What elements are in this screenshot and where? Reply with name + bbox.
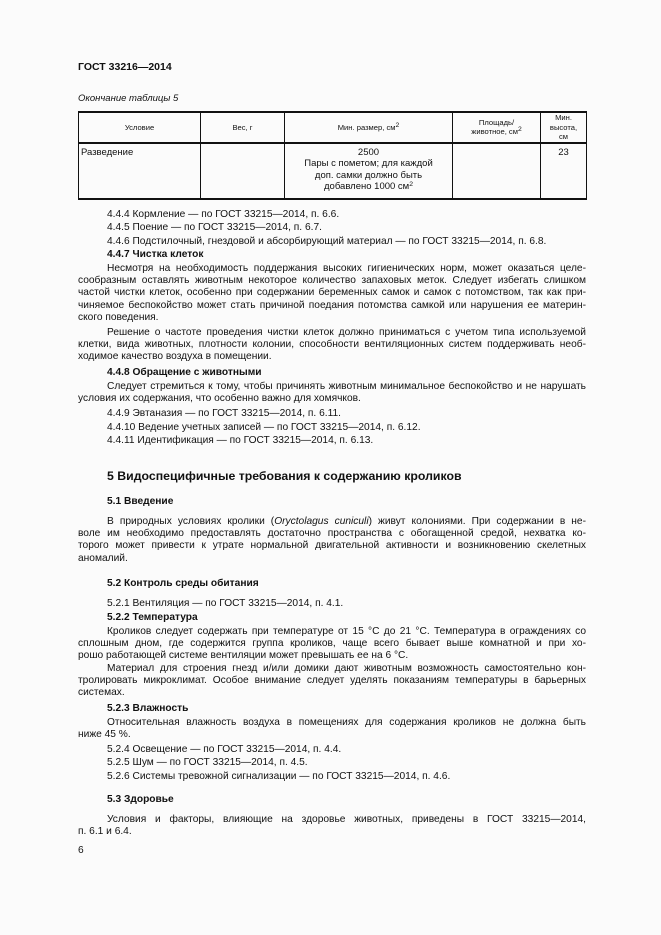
line: Кроликов следует содержать при температуре от 15 °С до 21 °С. Температура в ограждениях со	[107, 626, 586, 637]
clause-5-2-2-paragraph-2	[78, 663, 586, 700]
line: Решение о частоте проведения чистки клеток должно приниматься с учетом типа используемой	[107, 327, 586, 338]
clause-5-2-2-title: 5.2.2 Температура	[107, 612, 198, 623]
clause-5-2-6: 5.2.6 Системы тревожной сигнализации — по ГОСТ 33215—2014, п. 4.6.	[107, 771, 451, 782]
cell-condition: Разведение	[79, 143, 201, 199]
clause-5-2-4: 5.2.4 Освещение — по ГОСТ 33215—2014, п. 4.4.	[107, 744, 342, 755]
line: рошо работающей системе вентиляции может превышать ее на 6 °С.	[78, 650, 409, 662]
line: Несмотря на необходимость поддержания высоких гигиенических норм, может оказаться целе-	[107, 263, 586, 274]
clause-4-4-9: 4.4.9 Эвтаназия — по ГОСТ 33215—2014, п. 6.11.	[107, 408, 341, 419]
table-header-row	[79, 112, 587, 143]
clause-5-2-1: 5.2.1 Вентиляция — по ГОСТ 33215—2014, п. 4.1.	[107, 598, 344, 609]
clause-5-2-title: 5.2 Контроль среды обитания	[107, 578, 259, 589]
clause-4-4-4: 4.4.4 Кормление — по ГОСТ 33215—2014, п. 6.6.	[107, 209, 340, 220]
clause-5-2-3-title: 5.2.3 Влажность	[107, 703, 189, 714]
line: В природных условиях кролики (Oryctolagus cuniculi) живут колониями. При содержании в не-	[107, 516, 586, 527]
cell-min-size-note-2: доп. самки должно быть	[314, 169, 423, 181]
line: чиняемое беспокойство может стать причиной поедания потомства самкой или нарушения ее материн-	[78, 299, 586, 311]
line: сплошным дном, где содержится группа кроликов, чаще всего бывает выше комнатной и при хо-	[78, 638, 586, 650]
line: условия их содержания, что особенно важно для хомячков.	[78, 393, 361, 405]
col-header-min-height: Мин. высота, см	[541, 112, 587, 143]
clause-4-4-7-paragraph-1	[78, 263, 586, 324]
section-5-title: 5 Видоспецифичные требования к содержанию кроликов	[107, 469, 462, 483]
line: клетки, вида животных, плотности колонии, способности вентиляционных систем поддерживать необ-	[78, 339, 586, 351]
cell-area	[453, 143, 541, 199]
clause-5-1-title: 5.1 Введение	[107, 496, 174, 507]
line: частой чистки клеток, особенно при содержании беременных самок и самок с потомством, так как при-	[78, 287, 586, 299]
clause-4-4-10: 4.4.10 Ведение учетных записей — по ГОСТ 33215—2014, п. 6.12.	[107, 422, 421, 433]
clause-4-4-11: 4.4.11 Идентификация — по ГОСТ 33215—2014, п. 6.13.	[107, 435, 374, 446]
col-header-area: Площадь/ животное, $см^2$	[453, 112, 541, 143]
clause-5-2-3-paragraph	[78, 717, 586, 741]
line: Следует стремиться к тому, чтобы причинять животным минимальное беспокойство и не нарушать	[107, 381, 586, 392]
line: Условия и факторы, влияющие на здоровье животных, приведены в ГОСТ 33215—2014,	[107, 814, 586, 825]
cell-weight	[201, 143, 285, 199]
line: ниже 45 %.	[78, 729, 131, 741]
cell-min-size-note-1: Пары с пометом; для каждой	[304, 158, 433, 170]
cell-min-height: 23	[541, 143, 587, 199]
col-header-weight: Вес, г	[201, 112, 285, 143]
line: тролировать микроклимат. Особое внимание следует уделять показаниям температуры в барьерных	[78, 675, 586, 687]
col-header-condition: Условие	[79, 112, 201, 143]
clause-4-4-8-paragraph	[78, 381, 586, 405]
line: ходимое качество воздуха в помещении.	[78, 351, 272, 363]
clause-4-4-8-title: 4.4.8 Обращение с животными	[107, 367, 262, 378]
clause-5-1-paragraph	[78, 516, 586, 565]
line: Материал для строения гнезд и/или домики дают животным возможность самостоятельно кон-	[107, 663, 586, 674]
line: воле им необходимо предоставлять достаточно пространства с обогащенной средой, нехватка ко-	[78, 528, 586, 540]
line: сообразным оставлять животным некоторое количество запаховых меток. Следует избегать слишком	[78, 275, 586, 287]
table-row	[79, 143, 587, 199]
clause-5-3-paragraph	[78, 814, 586, 838]
clause-4-4-7-paragraph-2	[78, 327, 586, 364]
line: Относительная влажность воздуха в помещениях для содержания кроликов не должна быть	[107, 717, 586, 728]
cell-min-size-value: 2500	[357, 146, 380, 158]
clause-4-4-7-title: 4.4.7 Чистка клеток	[107, 249, 204, 260]
line: ского поведения.	[78, 311, 159, 323]
col-header-min-size: Мин. размер, $см^2$	[285, 112, 453, 143]
clause-5-3-title: 5.3 Здоровье	[107, 794, 174, 805]
page-number: 6	[78, 845, 84, 856]
document-header: ГОСТ 33216—2014	[78, 61, 172, 73]
cell-min-size	[285, 143, 453, 199]
table-5	[78, 111, 587, 200]
line: системах.	[78, 687, 125, 699]
table-caption: Окончание таблицы 5	[78, 93, 179, 104]
clause-5-2-5: 5.2.5 Шум — по ГОСТ 33215—2014, п. 4.5.	[107, 757, 308, 768]
clause-4-4-5: 4.4.5 Поение — по ГОСТ 33215—2014, п. 6.7.	[107, 222, 322, 233]
clause-4-4-6: 4.4.6 Подстилочный, гнездовой и абсорбирующий материал — по ГОСТ 33215—2014, п. 6.8.	[107, 236, 547, 247]
cell-min-size-note-3: добавлено 1000 $см^2$	[324, 181, 413, 193]
clause-5-2-2-paragraph-1	[78, 626, 586, 663]
line: п. 6.1 и 6.4.	[78, 826, 132, 838]
line: аномалий.	[78, 552, 128, 564]
latin-name: Oryctolagus cuniculi	[274, 516, 369, 527]
line: торого может привести к утрате нормальной двигательной активности и возникновению скелетных	[78, 540, 586, 552]
